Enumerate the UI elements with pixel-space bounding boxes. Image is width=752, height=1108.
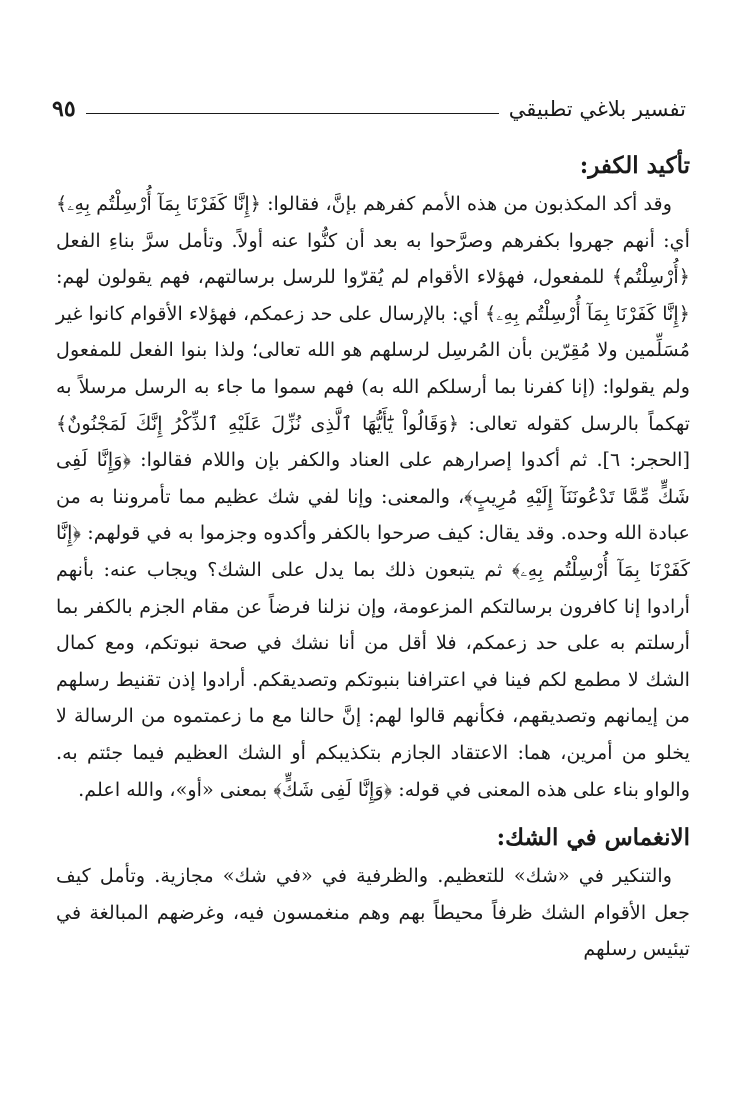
section-heading-kufr: تأكيد الكفر: [579, 152, 690, 179]
paragraph-shakk: والتنكير في «شك» للتعظيم. والظرفية في «في شك» مجازية. وتأمل كيف جعل الأقوام الشك ظرفاً محيطاً بهم وهم منغمسون فيه، وغرضهم المبالغة في تيئيس رسلهم [56, 864, 690, 961]
page-header [52, 84, 686, 120]
book-title: تفسير بلاغي تطبيقي [508, 97, 686, 121]
header-rule [86, 113, 499, 114]
page-body [56, 146, 690, 968]
page-number: ٩٥ [52, 96, 76, 122]
paragraph-kufr: وقد أكد المكذبون من هذه الأمم كفرهم بإنَّ، فقالوا: ﴿إِنَّا كَفَرْنَا بِمَآ أُرْسِلْتُم بِهِۦ﴾ أي: أنهم جهروا بكفرهم وصرَّحوا به بعد أن كنُّوا عنه أولاً. وتأمل سرَّ بناءِ الفعل ﴿أُرْسِلْتُم﴾ للمفعول، فهؤلاء الأقوام لم يُقرّوا للرسل برسالتهم، فهم يقولون لهم: ﴿إِنَّا كَفَرْنَا بِمَآ أُرْسِلْتُم بِهِۦ﴾ أي: بالإرسال على حد زعمكم، فهؤلاء الأقوام كانوا غير مُسَلِّمين ولا مُقِرّين بأن المُرسِل لرسلهم هو الله تعالى؛ ولذا بنوا الفعل للمفعول ولم يقولوا: (إنا كفرنا بما أرسلكم الله به) فهم سموا ما جاء به الرسل مرسلاً به تهكماً بالرسل كقوله تعالى: ﴿وَقَالُواْ يَٰٓأَيُّهَا ٱلَّذِى نُزِّلَ عَلَيْهِ ٱلذِّكْرُ إِنَّكَ لَمَجْنُونٌ﴾ [الحجر: ٦]. ثم أكدوا إصرارهم على العناد والكفر بإن واللام فقالوا: ﴿وَإِنَّا لَفِى شَكٍّ مِّمَّا تَدْعُونَنَآ إِلَيْهِ مُرِيبٍ﴾، والمعنى: وإنا لفي شك عظيم مما تأمروننا به من عبادة الله وحده. وقد يقال: كيف صرحوا بالكفر وأكدوه وجزموا به في قولهم: ﴿إِنَّا كَفَرْنَا بِمَآ أُرْسِلْتُم بِهِۦ﴾ ثم يتبعون ذلك بما يدل على الشك؟ ويجاب عنه: بأنهم أرادوا إنا كافرون برسالتكم المزعومة، وإن نزلنا فرضاً عن مقام الجزم بالكفر بما أرسلتم به على حد زعمكم، فلا أقل من أنا نشك في صحة نبوتكم، ومع كمال الشك لا مطمع لكم فينا في اعترافنا بنبوتكم وتصديقكم. أرادوا إذن تقنيط رسلهم من إيمانهم وتصديقهم، فكأنهم قالوا لهم: إنَّ حالنا مع ما زعمتموه من الرسالة لا يخلو من أمرين، هما: الاعتقاد الجازم بتكذيبكم أو الشك العظيم فيما جئتم به. والواو بناء على هذه المعنى في قوله: ﴿وَإِنَّا لَفِى شَكٍّ﴾ بمعنى «أو»، والله اعلم. [56, 192, 690, 801]
section-heading-shakk: الانغماس في الشك: [496, 824, 690, 852]
